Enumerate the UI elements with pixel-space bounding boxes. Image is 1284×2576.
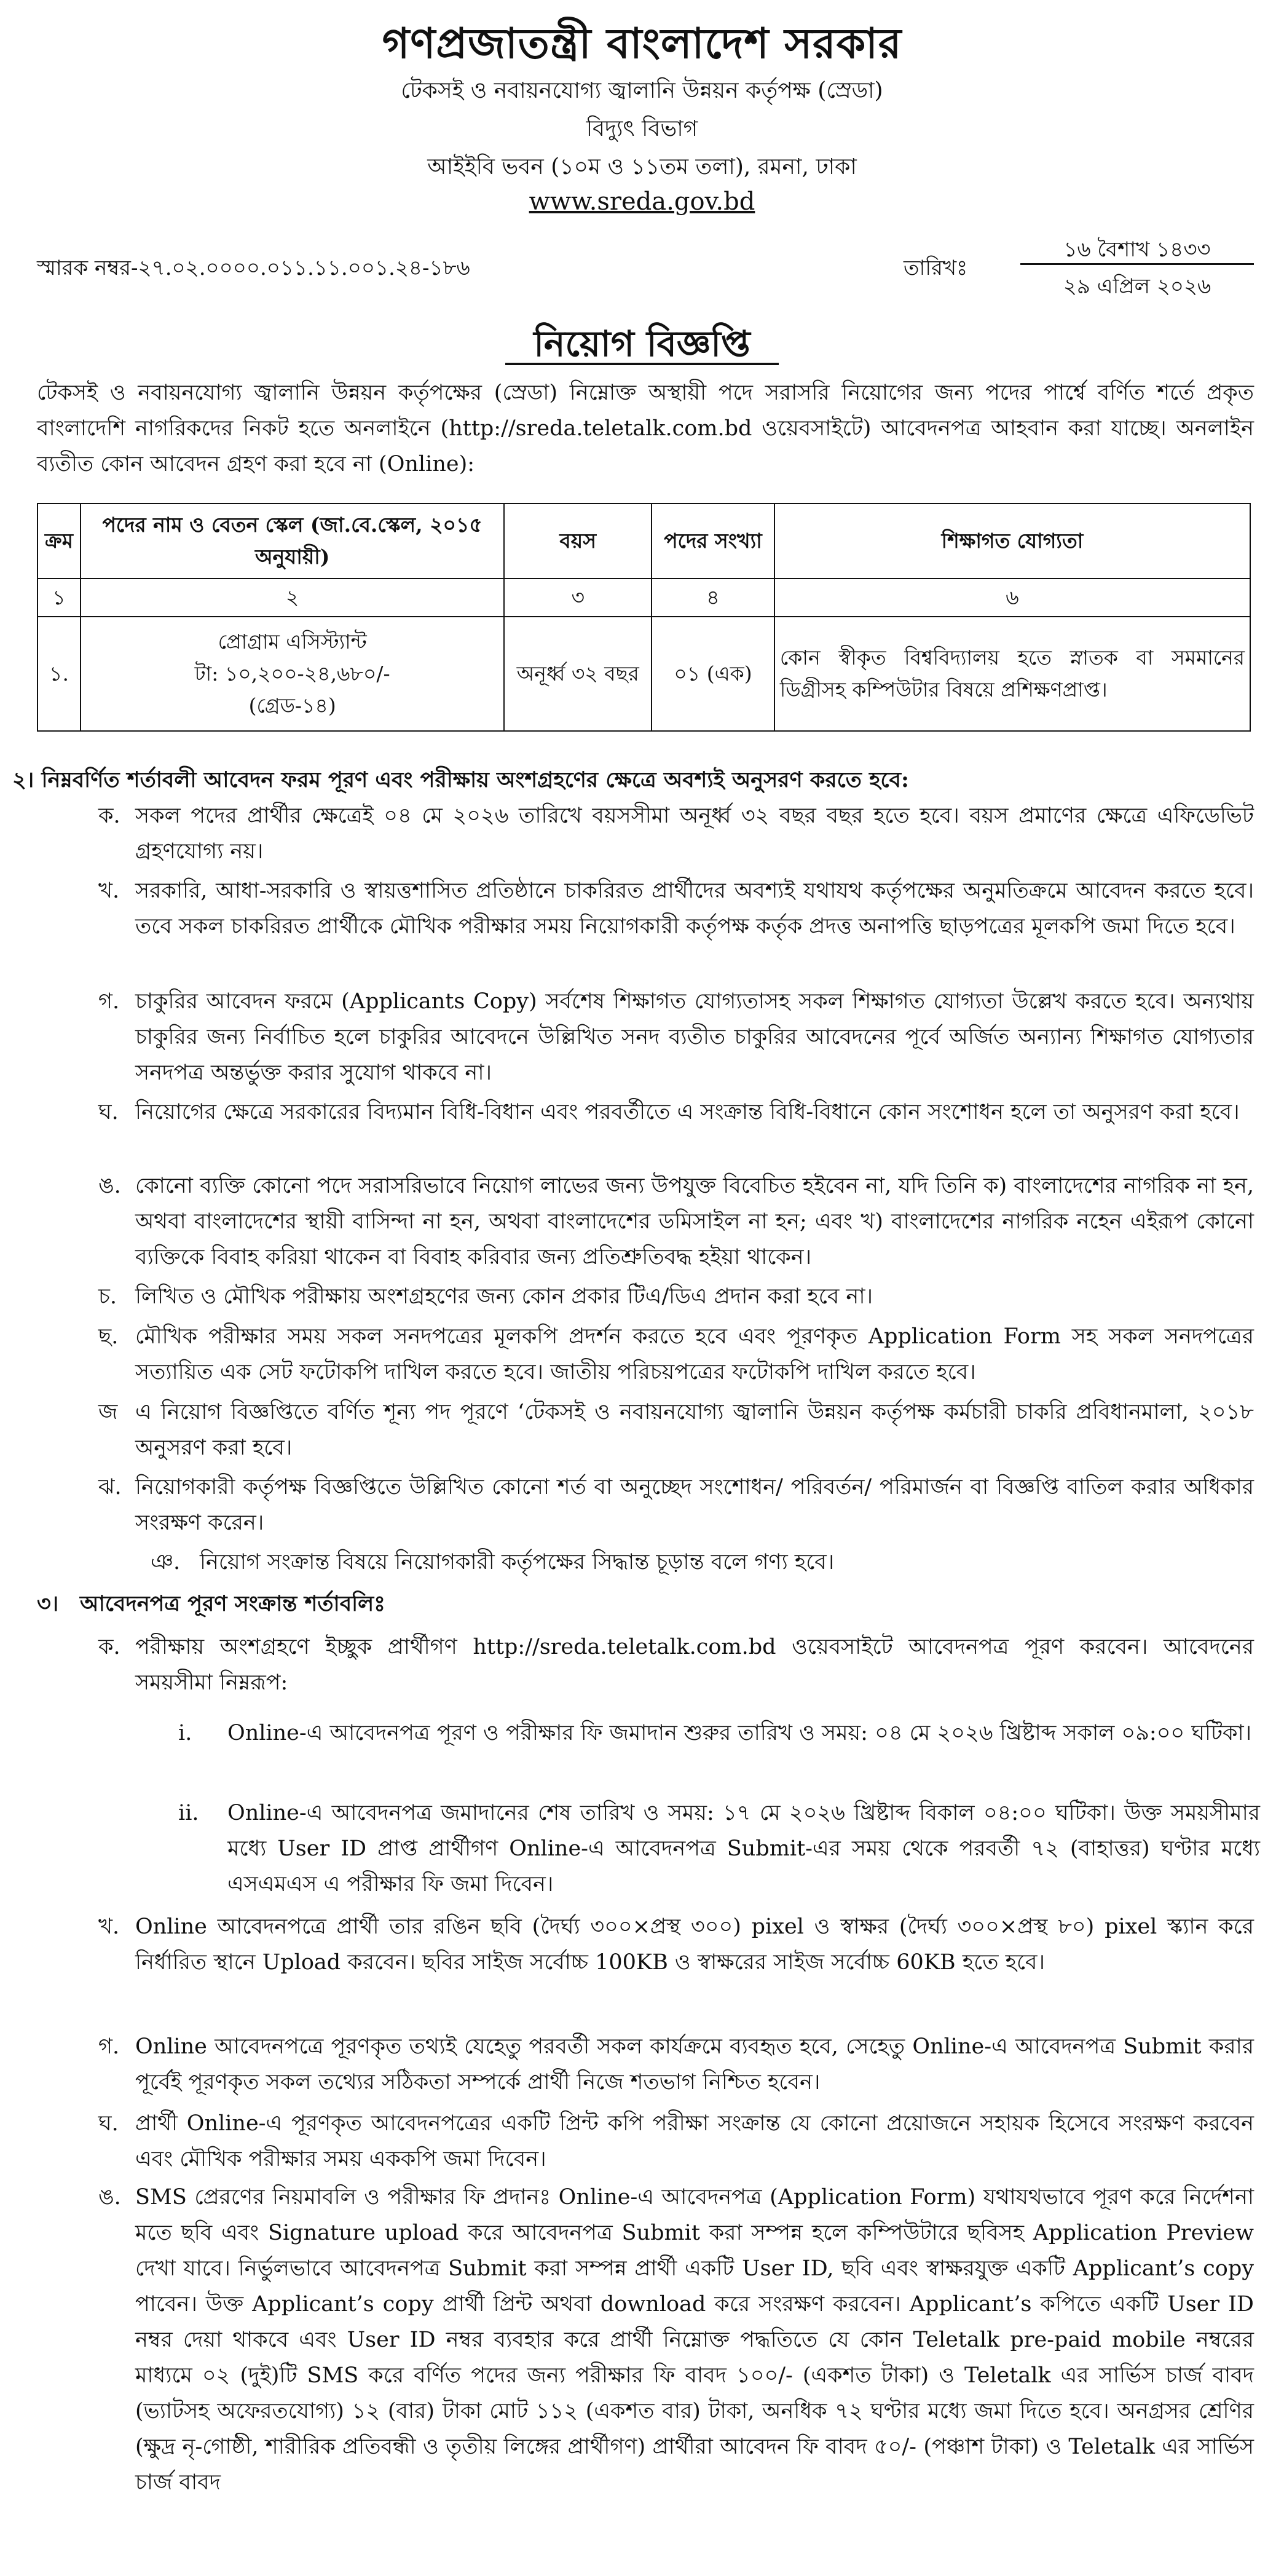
item-marker: ক. xyxy=(98,804,120,828)
item-text: এ নিয়োগ বিজ্ঞপ্তিতে বর্ণিত শূন্য পদ পূরণে ‘টেকসই ও নবায়নযোগ্য জ্বালানি উন্নয়ন কর্তৃপক্ষ কর্মচারী চাকরি প্রবিধানমালা, ২০১৮ অনুসরণ করা হবে। xyxy=(135,1400,1254,1460)
division-name: বিদ্যুৎ বিভাগ xyxy=(586,116,698,141)
qualification: কোন স্বীকৃত বিশ্ববিদ্যালয় হতে স্নাতক বা সমমানের ডিগ্রীসহ কম্পিউটার বিষয়ে প্রশিক্ষণপ্রাপ্ত। xyxy=(774,617,1250,731)
item-marker: ঙ. xyxy=(98,1174,121,1198)
post-cell xyxy=(81,617,504,731)
table-header-row xyxy=(37,504,1250,579)
table-header-cell: ক্রম xyxy=(37,504,81,579)
item-marker: ঞ. xyxy=(151,1550,181,1574)
section3-heading: আবেদনপত্র পূরণ সংক্রান্ত শর্তাবলিঃ xyxy=(80,1591,385,1616)
item-text: পরীক্ষায় অংশগ্রহণে ইচ্ছুক প্রার্থীগণ http://sreda.teletalk.com.bd ওয়েবসাইটে আবেদনপত্র পূরণ করবেন। আবেদনের সময়সীমা নিম্নরূপ: xyxy=(135,1635,1254,1695)
section3-number: ৩। xyxy=(37,1591,59,1616)
website-link[interactable]: www.sreda.gov.bd xyxy=(529,188,755,216)
column-number: ৩ xyxy=(504,579,652,617)
date-label: তারিখঃ xyxy=(904,256,968,280)
item-text: Online-এ আবেদনপত্র জমাদানের শেষ তারিখ ও সময়: ১৭ মে ২০২৬ খ্রিষ্টাব্দ বিকাল ০৪:০০ ঘটিকা। উক্ত সময়সীমার মধ্যে User ID প্রাপ্ত প্রার্থীগণ Online-এ আবেদনপত্র Submit-এর সময় থেকে পরবর্তী ৭২ (বাহাত্তর) ঘণ্টার মধ্যে এসএমএস এ পরীক্ষার ফি জমা দিবেন। xyxy=(227,1801,1260,1897)
item-text: প্রার্থী Online-এ পূরণকৃত আবেদনপত্রের একটি প্রিন্ট কপি পরীক্ষা সংক্রান্ত যে কোনো প্রয়োজনে সহায়ক হিসেবে সংরক্ষণ করবেন এবং মৌখিক পরীক্ষার সময় এককপি জমা দিবেন। xyxy=(135,2111,1254,2171)
column-number: ৪ xyxy=(652,579,774,617)
item-marker: ঘ. xyxy=(98,2111,119,2136)
intro-paragraph: টেকসই ও নবায়নযোগ্য জ্বালানি উন্নয়ন কর্তৃপক্ষের (স্রেডা) নিম্নোক্ত অস্থায়ী পদে সরাসরি নিয়োগের জন্য পদের পার্শ্বে বর্ণিত শর্তে প্রকৃত বাংলাদেশি নাগরিকদের নিকট হতে অনলাইনে (http://sreda.teletalk.com.bd ওয়েবসাইটে) আবেদনপত্র আহবান করা যাচ্ছে। অনলাইন ব্যতীত কোন আবেদন গ্রহণ করা হবে না (Online): xyxy=(37,381,1254,476)
column-number: ২ xyxy=(81,579,504,617)
item-text: লিখিত ও মৌখিক পরীক্ষায় অংশগ্রহণের জন্য কোন প্রকার টিএ/ডিএ প্রদান করা হবে না। xyxy=(135,1284,873,1309)
item-text: কোনো ব্যক্তি কোনো পদে সরাসরিভাবে নিয়োগ লাভের জন্য উপযুক্ত বিবেচিত হইবেন না, যদি তিনি ক) বাংলাদেশের নাগরিক না হন, অথবা বাংলাদেশের স্থায়ী বাসিন্দা না হন, অথবা বাংলাদেশের ডমিসাইল না হন; এবং খ) বাংলাদেশের নাগরিক নহেন এইরূপ কোনো ব্যক্তিকে বিবাহ করিয়া থাকেন বা বিবাহ করিবার জন্য প্রতিশ্রুতিবদ্ধ হইয়া থাকেন। xyxy=(135,1174,1254,1270)
item-marker: খ. xyxy=(98,879,120,903)
item-text: নিয়োগকারী কর্তৃপক্ষ বিজ্ঞপ্তিতে উল্লিখিত কোনো শর্ত বা অনুচ্ছেদ সংশোধন/ পরিবর্তন/ পরিমার্জন বা বিজ্ঞপ্তি বাতিল করার অধিকার সংরক্ষণ করেন। xyxy=(135,1475,1254,1535)
row-serial: ১. xyxy=(37,617,81,731)
pay-grade: (গ্রেড-১৪) xyxy=(248,693,336,717)
item-text: নিয়োগ সংক্রান্ত বিষয়ে নিয়োগকারী কর্তৃপক্ষের সিদ্ধান্ত চূড়ান্ত বলে গণ্য হবে। xyxy=(200,1550,835,1574)
item-marker: জ xyxy=(98,1400,118,1424)
office-address: আইইবি ভবন (১০ম ও ১১তম তলা), রমনা, ঢাকা xyxy=(427,154,857,180)
item-marker: i. xyxy=(178,1721,192,1745)
item-marker: চ. xyxy=(98,1284,117,1309)
item-marker: গ. xyxy=(98,2034,120,2059)
item-marker: ঙ. xyxy=(98,2185,121,2210)
column-number: ১ xyxy=(37,579,81,617)
item-marker: গ. xyxy=(98,989,120,1014)
item-text: সরকারি, আধা-সরকারি ও স্বায়ত্তশাসিত প্রতিষ্ঠানে চাকরিরত প্রার্থীদের অবশ্যই যথাযথ কর্তৃপক্ষের অনুমতিক্রমে আবেদন করতে হবে। তবে সকল চাকরিরত প্রার্থীকে মৌখিক পরীক্ষার সময় নিয়োগকারী কর্তৃপক্ষ কর্তৃক প্রদত্ত অনাপত্তি ছাড়পত্রের মূলকপি জমা দিতে হবে। xyxy=(135,879,1254,939)
item-marker: ঘ. xyxy=(98,1100,119,1124)
item-text: মৌখিক পরীক্ষার সময় সকল সনদপত্রের মূলকপি প্রদর্শন করতে হবে এবং পূরণকৃত Application Form সহ সকল সনদপত্রের সত্যায়িত এক সেট ফটোকপি দাখিল করতে হবে। জাতীয় পরিচয়পত্রের ফটোকপি দাখিল করতে হবে। xyxy=(135,1324,1254,1385)
item-marker: ক. xyxy=(98,1635,120,1659)
item-text: Online আবেদনপত্রে প্রার্থী তার রঙিন ছবি (দৈর্ঘ্য ৩০০×প্রস্থ ৩০০) pixel ও স্বাক্ষর (দৈর্ঘ্য ৩০০×প্রস্থ ৮০) pixel স্ক্যান করে নির্ধারিত স্থানে Upload করবেন। ছবির সাইজ সর্বোচ্চ 100KB ও স্বাক্ষরের সাইজ সর্বোচ্চ 60KB হতে হবে। xyxy=(135,1914,1254,1975)
item-marker: ছ. xyxy=(98,1324,119,1349)
table-header-cell: শিক্ষাগত যোগ্যতা xyxy=(774,504,1250,579)
memo-number: স্মারক নম্বর-২৭.০২.০০০০.০১১.১১.০০১.২৪-১৮৬ xyxy=(37,256,470,280)
item-text: SMS প্রেরণের নিয়মাবলি ও পরীক্ষার ফি প্রদানঃ Online-এ আবেদনপত্র (Application Form) যথাযথভাবে পূরণ করে নির্দেশনা মতে ছবি এবং Signature upload করে আবেদনপত্র Submit করা সম্পন্ন হলে কম্পিউটারে ছবিসহ Application Preview দেখা যাবে। নির্ভুলভাবে আবেদনপত্র Submit করা সম্পন্ন প্রার্থী একটি User ID, ছবি এবং স্বাক্ষরযুক্ত একটি Applicant’s copy পাবেন। উক্ত Applicant’s copy প্রার্থী প্রিন্ট অথবা download করে সংরক্ষণ করবেন। Applicant’s কপিতে একটি User ID নম্বর দেয়া থাকবে এবং User ID নম্বর ব্যবহার করে প্রার্থী নিম্নোক্ত পদ্ধতিতে যে কোন Teletalk pre-paid mobile নম্বরের মাধ্যমে ০২ (দুই)টি SMS করে বর্ণিত পদের জন্য পরীক্ষার ফি বাবদ ১০০/- (একশত টাকা) ও Teletalk এর সার্ভিস চার্জ বাবদ (ভ্যাটসহ অফেরতযোগ্য) ১২ (বার) টাকা মোট ১১২ (একশত বার) টাকা, অনধিক ৭২ ঘণ্টার মধ্যে জমা দিতে হবে। অনগ্রসর শ্রেণির (ক্ষুদ্র নৃ-গোষ্ঠী, শারীরিক প্রতিবন্ধী ও তৃতীয় লিঙ্গের প্রার্থীগণ) প্রার্থীরা আবেদন ফি বাবদ ৫০/- (পঞ্চাশ টাকা) ও Teletalk এর সার্ভিস চার্জ বাবদ xyxy=(135,2185,1254,2495)
item-marker: ঝ. xyxy=(98,1475,122,1499)
item-text: Online-এ আবেদনপত্র পূরণ ও পরীক্ষার ফি জমাদান শুরুর তারিখ ও সময়: ০৪ মে ২০২৬ খ্রিষ্টাব্দ সকাল ০৯:০০ ঘটিকা। xyxy=(227,1721,1252,1745)
section2-heading: ২। নিম্নবর্ণিত শর্তাবলী আবেদন ফরম পূরণ এবং পরীক্ষায় অংশগ্রহণের ক্ষেত্রে অবশ্যই অনুসরণ করতে হবে: xyxy=(12,767,909,792)
government-title: গণপ্রজাতন্ত্রী বাংলাদেশ সরকার xyxy=(382,19,902,68)
table-header-cell: পদের নাম ও বেতন স্কেল (জা.বে.স্কেল, ২০১৫ অনুযায়ী) xyxy=(81,504,504,579)
post-count: ০১ (এক) xyxy=(652,617,774,731)
pay-scale: টা: ১০,২০০-২৪,৬৮০/- xyxy=(194,662,390,685)
age-limit: অনূর্ধ্ব ৩২ বছর xyxy=(504,617,652,731)
table-row xyxy=(37,617,1250,731)
notice-title-underline xyxy=(505,363,779,365)
item-marker: ii. xyxy=(178,1801,199,1825)
posts-table xyxy=(37,503,1251,732)
item-text: চাকুরির আবেদন ফরমে (Applicants Copy) সর্বশেষ শিক্ষাগত যোগ্যতাসহ সকল শিক্ষাগত যোগ্যতা উল্লেখ করতে হবে। অন্যথায় চাকুরির জন্য নির্বাচিত হলে চাকুরির আবেদনে উল্লিখিত সনদ ব্যতীত চাকুরির আবেদনের পূর্বে অর্জিত অন্যান্য শিক্ষাগত যোগ্যতার সনদপত্র অন্তর্ভুক্ত করার সুযোগ থাকবে না। xyxy=(135,989,1254,1085)
notice-title: নিয়োগ বিজ্ঞপ্তি xyxy=(534,323,750,365)
date-bangla: ১৬ বৈশাখ ১৪৩৩ xyxy=(1063,237,1211,262)
table-header-cell: পদের সংখ্যা xyxy=(652,504,774,579)
table-number-row xyxy=(37,579,1250,617)
column-number: ৬ xyxy=(774,579,1250,617)
post-name: প্রোগ্রাম এসিস্ট্যান্ট xyxy=(218,630,367,654)
item-text: Online আবেদনপত্রে পূরণকৃত তথ্যই যেহেতু পরবর্তী সকল কার্যক্রমে ব্যবহৃত হবে, সেহেতু Online-এ আবেদনপত্র Submit করার পূর্বেই পূরণকৃত সকল তথ্যের সঠিকতা সম্পর্কে প্রার্থী নিজে শতভাগ নিশ্চিত হবেন। xyxy=(135,2034,1254,2095)
date-english: ২৯ এপ্রিল ২০২৬ xyxy=(1063,274,1211,299)
item-text: সকল পদের প্রার্থীর ক্ষেত্রেই ০৪ মে ২০২৬ তারিখে বয়সসীমা অনূর্ধ্ব ৩২ বছর বছর হতে হবে। বয়স প্রমাণের ক্ষেত্রে এফিডেভিট গ্রহণযোগ্য নয়। xyxy=(135,804,1254,864)
organization-name: টেকসই ও নবায়নযোগ্য জ্বালানি উন্নয়ন কর্তৃপক্ষ (স্রেডা) xyxy=(401,78,883,103)
item-marker: খ. xyxy=(98,1914,120,1939)
date-divider xyxy=(1020,263,1254,265)
table-header-cell: বয়স xyxy=(504,504,652,579)
item-text: নিয়োগের ক্ষেত্রে সরকারের বিদ্যমান বিধি-বিধান এবং পরবর্তীতে এ সংক্রান্ত বিধি-বিধানে কোন সংশোধন হলে তা অনুসরণ করা হবে। xyxy=(135,1100,1240,1124)
